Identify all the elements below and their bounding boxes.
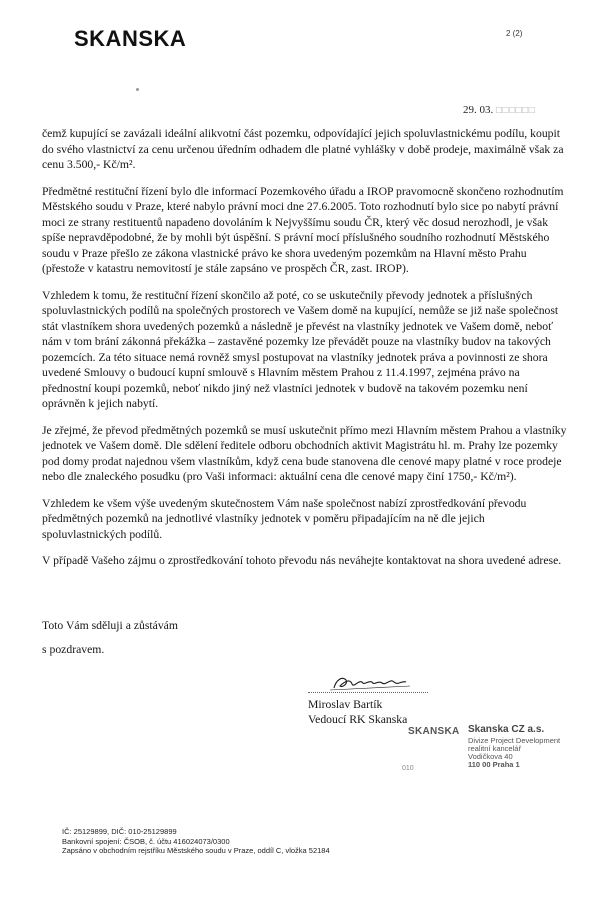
signer-name: Miroslav Bartík — [308, 698, 383, 711]
stamp-city: 110 00 Praha 1 — [468, 760, 520, 769]
paragraph: Vzhledem k tomu, že restituční řízení skončilo až poté, co se uskutečnily převody jednotek a příslušných spoluvlastnických podílů na společných prostorech ve Vašem domě na kupující, nemůže se již naše společnost stát vlastníkem shora uvedených pozemků a následně je převést na vlastníky jednotek ve Vašem domě, neboť nám v tom brání zákonná překážka – zastavěné pozemky lze převádět pouze na vlastníky budov na takových pozemcích. Za této situace nemá rovněž smysl postupovat na vlastníky jednotek práva a povinnosti ze shora uvedené Smlouvy o budoucí kupní smlouvě s Hlavním městem Prahou z 11.4.1997, zejména právo na přednostní koupi pozemků, neboť nikdo jiný než vlastníci jednotek v budově na takovém pozemku není oprávněn k jejich nabytí. — [42, 288, 559, 410]
footer-ids: IČ: 25129899, DIČ: 010-25129899 — [62, 827, 177, 836]
letter-footer — [62, 827, 330, 856]
closing — [42, 618, 178, 657]
date-visible: 29. 03. — [463, 104, 494, 116]
stamp-logo: SKANSKA — [408, 726, 460, 737]
closing-salutation: s pozdravem. — [42, 642, 105, 656]
paragraph: Vzhledem ke všem výše uvedeným skutečnostem Vám naše společnost nabízí zprostředkování převodu předmětných pozemků na jednotlivé vlastníky jednotek v poměru připadajícím na ně dle jejich spoluvlastnických podílů. — [42, 496, 527, 541]
signer-block — [308, 697, 407, 727]
letter-body — [42, 126, 567, 580]
stamp-street: Vodičkova 40 — [468, 752, 513, 761]
company-stamp — [408, 724, 578, 768]
letter-date — [463, 104, 535, 116]
company-logo: SKANSKA — [74, 26, 187, 51]
paragraph: Je zřejmé, že převod předmětných pozemků se musí uskutečnit přímo mezi Hlavním městem Prahou a vlastníky jednotek ve Vašem domě. Dle sdělení ředitele odboru obchodních aktivit Magistrátu hl. m. Prahy lze pozemky pod domy prodat najednou všem vlastníkům, když cena bude stanovena dle cenové mapy platné v roce prodeje nebo dle znaleckého posudku (pro Vaši informaci: aktuální cena dle cenové mapy činí 1750,- Kč/m²). — [42, 423, 567, 483]
footer-bank: Bankovní spojení: ČSOB, č. účtu 416024073/0300 — [62, 836, 230, 846]
stamp-office: realitní kancelář — [468, 744, 521, 753]
paragraph: čemž kupující se zavázali ideální alikvotní část pozemku, odpovídající jejich spoluvlastnickému podílu, koupit do svého vlastnictví za cenu určenou úředním odhadem dle platné vyhlášky v době prodeje, maximálně však za cenu 3.500,- Kč/m². — [42, 127, 564, 171]
paragraph: Předmětné restituční řízení bylo dle informací Pozemkového úřadu a IROP pravomocně skončeno rozhodnutím Městského soudu v Praze, které nabylo právní moci dne 27.6.2005. Toto rozhodnutí bylo sice po nabytí právní moci ze strany restituentů napadeno dovoláním k Nejvyššímu soudu ČR, který věc dosud nerozhodl, je však spíše nepravděpodobné, že by mohli být úspěšní. S právní mocí příslušného soudního rozhodnutí Městského soudu v Praze přešlo ze zákona vlastnické právo ke shora uvedeným pozemkům na Hlavní město Prahu (přestože v katastru nemovitostí je stále zapsáno ve prospěch ČR, zast. IROP). — [42, 184, 564, 275]
signer-title: Vedoucí RK Skanska — [308, 713, 408, 726]
paragraph: V případě Vašeho zájmu o zprostředkování tohoto převodu nás neváhejte kontaktovat na shora uvedené adrese. — [42, 554, 562, 567]
page-number: 2 (2) — [506, 29, 523, 38]
signature-line — [308, 692, 428, 693]
footer-registry: Zapsáno v obchodním rejstříku Městského soudu v Praze, oddíl C, vložka 52184 — [62, 846, 330, 856]
scan-speck — [136, 88, 139, 91]
closing-line: Toto Vám sděluji a zůstávám — [42, 619, 178, 632]
date-masked: □□□□□□ — [496, 105, 536, 116]
stamp-division: Divize Project Development — [468, 736, 561, 745]
stamp-mark: 010 — [402, 765, 414, 772]
stamp-company: Skanska CZ a.s. — [468, 724, 545, 735]
